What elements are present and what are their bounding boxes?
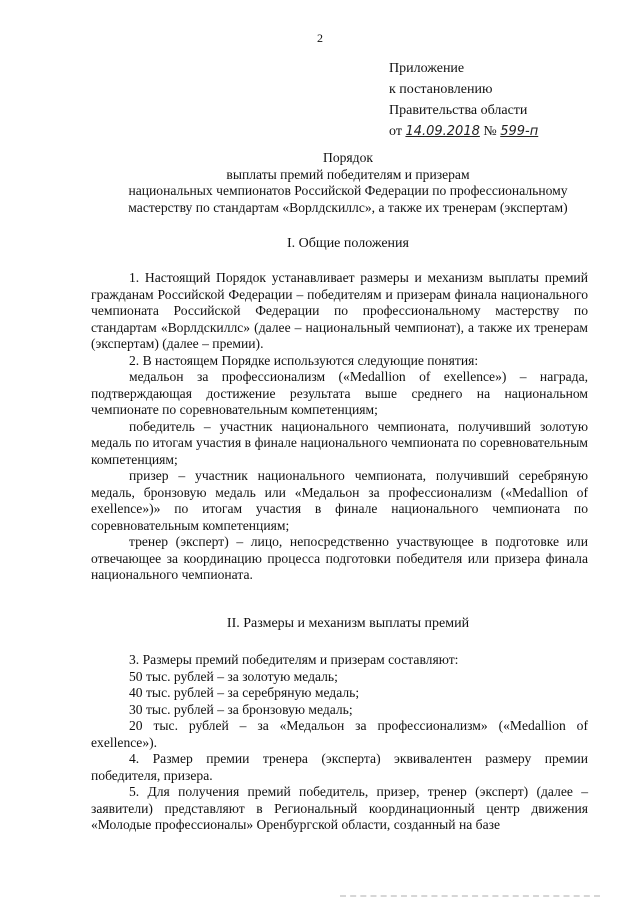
- paragraph: 5. Для получения премий победитель, призер, тренер (эксперт) (далее – заявители) представляют в Региональный координационный центр движения «Молодые профессионалы» Оренбургской области, созданный на базе: [91, 784, 588, 832]
- title-line-2: выплаты премий победителям и призерам: [226, 166, 470, 182]
- paragraph: призер – участник национального чемпионата, получивший серебряную медаль, бронзовую медаль или «Медальон за профессионализм («Medallion of exellence»)» по итогам участия в финале национального чемпионата по соревновательным компетенциям;: [91, 468, 588, 533]
- paragraph: 2. В настоящем Порядке используются следующие понятия:: [129, 352, 479, 368]
- paragraph: 1. Настоящий Порядок устанавливает размеры и механизм выплаты премий гражданам Российской Федерации – победителям и призерам финала национального чемпионата Российской Федерации по профессиональному мастерству по стандартам «Ворлдскиллс» (далее – национальный чемпионат), а также их тренерам (экспертам) (далее – премии).: [91, 270, 588, 351]
- paragraph: 3. Размеры премий победителям и призерам составляют:: [129, 652, 459, 667]
- appendix-line-3: Правительства области: [389, 103, 528, 118]
- handwritten-date: 14.09.2018: [405, 124, 480, 139]
- document-title: [78, 150, 618, 216]
- paragraph: 30 тыс. рублей – за бронзовую медаль;: [129, 701, 353, 717]
- paragraph: 20 тыс. рублей – за «Медальон за профессионализм» («Medallion of exellence»).: [91, 718, 588, 750]
- section-1-body: [91, 270, 588, 584]
- number-prefix: №: [483, 124, 497, 139]
- appendix-header: [389, 58, 629, 142]
- paragraph: тренер (эксперт) – лицо, непосредственно участвующее в подготовке или отвечающее за координацию процесса подготовки победителя или призера финала национального чемпионата.: [91, 534, 588, 582]
- section-2-body: [91, 652, 588, 834]
- appendix-line-1: Приложение: [389, 61, 465, 76]
- paragraph: победитель – участник национального чемпионата, получивший золотую медаль по итогам участия в финале национального чемпионата по соревновательным компетенциям;: [91, 418, 588, 467]
- appendix-line-2: к постановлению: [389, 82, 493, 97]
- title-line-4: мастерству по стандартам «Ворлдскиллс», а также их тренерам (экспертам): [128, 199, 568, 215]
- appendix-date-line: [389, 121, 629, 142]
- page-number: 2: [317, 31, 323, 45]
- section-2-heading: II. Размеры и механизм выплаты премий: [226, 616, 470, 631]
- scan-edge-marks: [340, 895, 600, 903]
- paragraph: 50 тыс. рублей – за золотую медаль;: [129, 668, 338, 684]
- date-prefix: от: [389, 124, 402, 139]
- paragraph: 40 тыс. рублей – за серебряную медаль;: [129, 685, 360, 700]
- title-line-1: Порядок: [323, 150, 373, 165]
- title-line-3: национальных чемпионатов Российской Федерации по профессиональному: [128, 183, 568, 198]
- paragraph: медальон за профессионализм («Medallion of exellence») – награда, подтверждающая достижение результата выше среднего на национальном чемпионате по соревновательным компетенциям;: [91, 369, 588, 417]
- section-1-heading: I. Общие положения: [287, 236, 409, 251]
- handwritten-number: 599-п: [500, 124, 539, 139]
- paragraph: 4. Размер премии тренера (эксперта) эквивалентен размеру премии победителя, призера.: [91, 751, 588, 783]
